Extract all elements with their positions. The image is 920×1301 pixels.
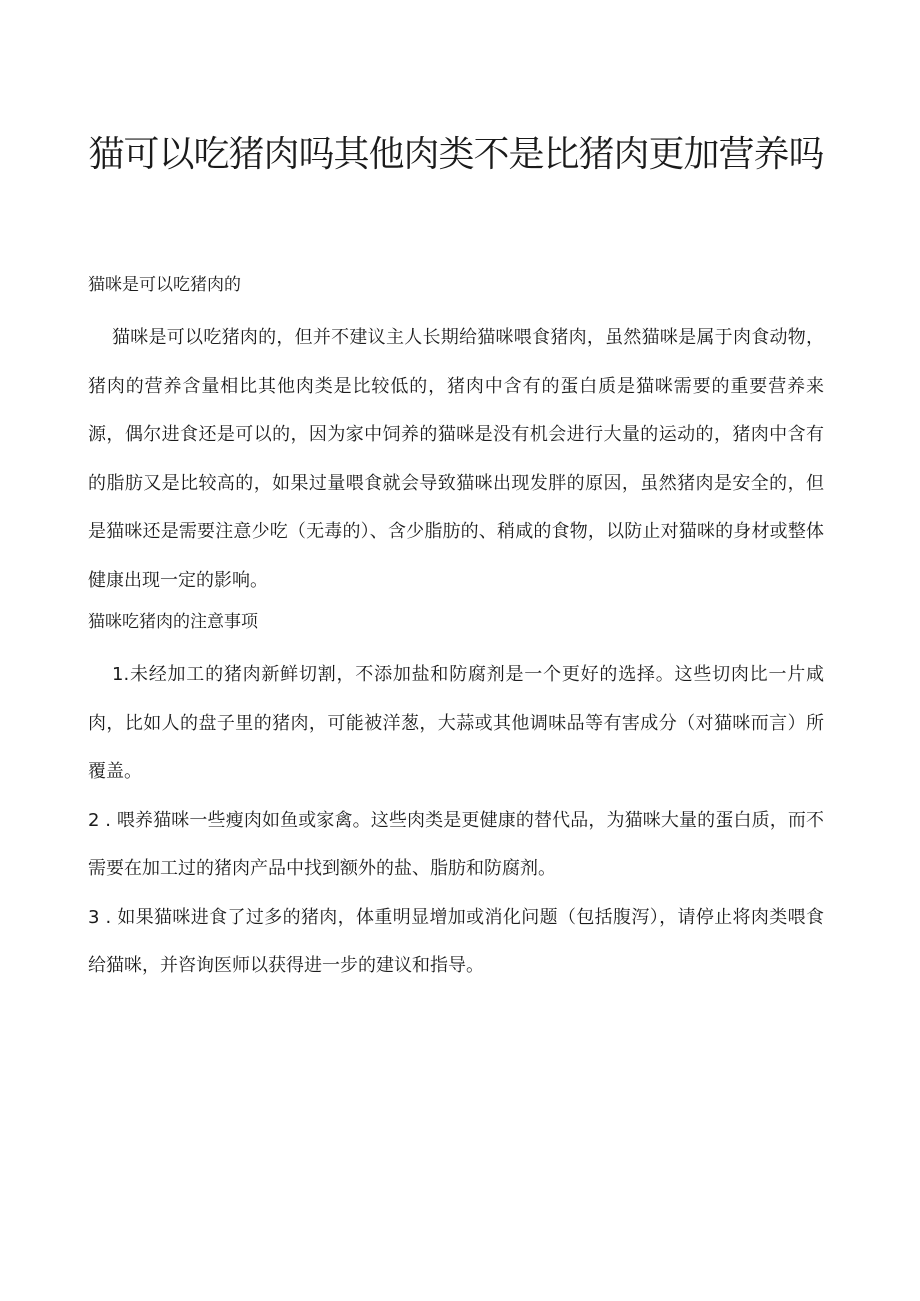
document-title: 猫可以吃猪肉吗其他肉类不是比猪肉更加营养吗 bbox=[88, 134, 824, 175]
document-body bbox=[88, 268, 824, 991]
list-item: 3 . 如果猫咪进食了过多的猪肉，体重明显增加或消化问题（包括腹泻），请停止将肉类喂食给猫咪，并咨询医师以获得进一步的建议和指导。 bbox=[88, 906, 824, 976]
section-paragraph: 猫咪是可以吃猪肉的，但并不建议主人长期给猫咪喂食猪肉，虽然猫咪是属于肉食动物，猪肉的营养含量相比其他肉类是比较低的，猪肉中含有的蛋白质是猫咪需要的重要营养来源，偶尔进食还是可以的，因为家中饲养的猫咪是没有机会进行大量的运动的，猪肉中含有的脂肪又是比较高的，如果过量喂食就会导致猫咪出现发胖的原因，虽然猪肉是安全的，但是猫咪还是需要注意少吃（无毒的）、含少脂肪的、稍咸的食物，以防止对猫咪的身材或整体健康出现一定的影响。 bbox=[88, 327, 824, 591]
list-item: 1.未经加工的猪肉新鲜切割，不添加盐和防腐剂是一个更好的选择。这些切肉比一片咸肉，比如人的盘子里的猪肉，可能被洋葱，大蒜或其他调味品等有害成分（对猫咪而言）所覆盖。 bbox=[88, 664, 824, 782]
section-heading: 猫咪是可以吃猪肉的 bbox=[88, 275, 241, 295]
list-item: 2 . 喂养猫咪一些瘦肉如鱼或家禽。这些肉类是更健康的替代品，为猫咪大量的蛋白质，而不需要在加工过的猪肉产品中找到额外的盐、脂肪和防腐剂。 bbox=[88, 809, 824, 879]
section-heading: 猫咪吃猪肉的注意事项 bbox=[88, 612, 258, 632]
